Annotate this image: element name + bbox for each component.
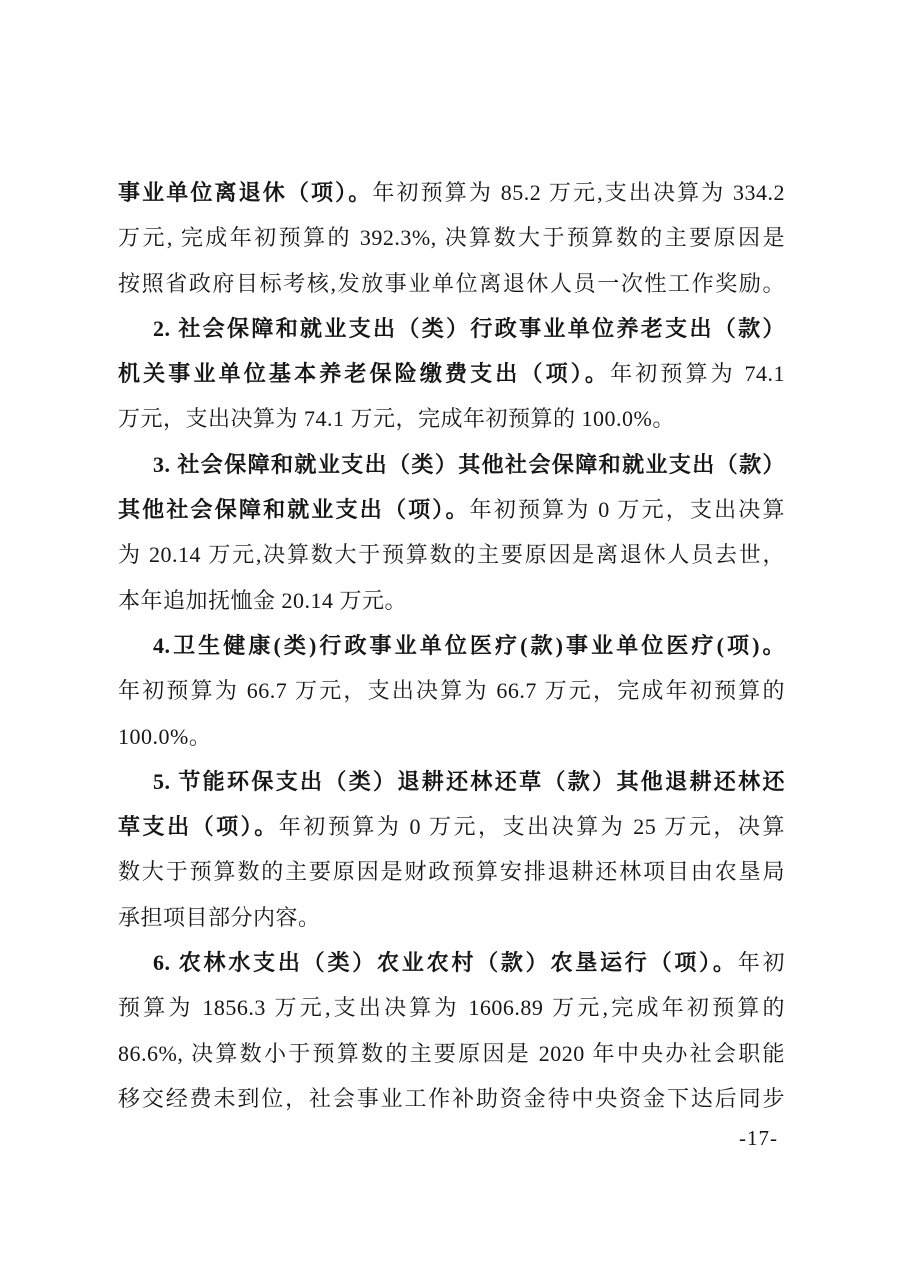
text-line bbox=[118, 985, 785, 1030]
text-line bbox=[118, 532, 785, 577]
paragraph-item-3 bbox=[118, 442, 785, 623]
text-line bbox=[118, 351, 785, 396]
paragraph-item-4 bbox=[118, 623, 785, 759]
text-line bbox=[118, 1031, 785, 1076]
paragraph-item-5 bbox=[118, 759, 785, 940]
text-line bbox=[118, 940, 785, 985]
paragraph-item-1-continued bbox=[118, 170, 785, 306]
text-line bbox=[118, 668, 785, 713]
text-line bbox=[118, 895, 785, 940]
paragraph-item-6 bbox=[118, 940, 785, 1121]
text-line bbox=[118, 1076, 785, 1121]
text-line bbox=[118, 215, 785, 260]
item-heading: 草支出（项）。 bbox=[118, 814, 279, 840]
line-text: 年初预算为 66.7 万元，支出决算为 66.7 万元，完成年初预算的 bbox=[118, 678, 785, 704]
text-line bbox=[118, 578, 785, 623]
item-heading: 3. 社会保障和就业支出（类）其他社会保障和就业支出（款） bbox=[153, 451, 785, 477]
text-line bbox=[118, 759, 785, 804]
text-line bbox=[118, 396, 785, 441]
line-text: 移交经费未到位，社会事业工作补助资金待中央资金下达后同步 bbox=[118, 1085, 785, 1111]
paragraph-item-2 bbox=[118, 306, 785, 442]
item-heading: 2. 社会保障和就业支出（类）行政事业单位养老支出（款） bbox=[153, 315, 785, 341]
text-line bbox=[118, 442, 785, 487]
line-text: 承担项目部分内容。 bbox=[118, 904, 321, 930]
line-text: 年初预算为 74.1 bbox=[610, 361, 785, 387]
text-line bbox=[118, 170, 785, 215]
line-text: 100.0%。 bbox=[118, 723, 212, 749]
line-text: 为 20.14 万元,决算数大于预算数的主要原因是离退休人员去世， bbox=[118, 542, 785, 568]
document-content bbox=[118, 170, 785, 1121]
line-text: 本年追加抚恤金 20.14 万元。 bbox=[118, 587, 408, 613]
text-line bbox=[118, 487, 785, 532]
line-text: 万元，支出决算为 74.1 万元，完成年初预算的 100.0%。 bbox=[118, 406, 675, 432]
line-text: 年初预算为 0 万元，支出决算为 25 万元，决算 bbox=[278, 814, 785, 840]
text-line bbox=[118, 714, 785, 759]
line-text: 年初预算为 85.2 万元,支出决算为 334.2 bbox=[372, 180, 785, 205]
line-text: 数大于预算数的主要原因是财政预算安排退耕还林项目由农垦局 bbox=[118, 859, 785, 885]
item-heading: 事业单位离退休（项）。 bbox=[118, 180, 373, 205]
line-text: 万元, 完成年初预算的 392.3%, 决算数大于预算数的主要原因是 bbox=[118, 225, 785, 251]
item-heading: 4.卫生健康(类)行政事业单位医疗(款)事业单位医疗(项)。 bbox=[153, 632, 785, 658]
text-line bbox=[118, 623, 785, 668]
line-text: 86.6%, 决算数小于预算数的主要原因是 2020 年中央办社会职能 bbox=[118, 1040, 785, 1066]
line-text: 预算为 1856.3 万元,支出决算为 1606.89 万元,完成年初预算的 bbox=[118, 995, 785, 1021]
item-heading: 5. 节能环保支出（类）退耕还林还草（款）其他退耕还林还 bbox=[153, 768, 785, 794]
text-line bbox=[118, 306, 785, 351]
text-line bbox=[118, 804, 785, 849]
text-line bbox=[118, 261, 785, 306]
item-heading: 机关事业单位基本养老保险缴费支出（项）。 bbox=[118, 361, 611, 387]
page-number: -17- bbox=[739, 1126, 778, 1150]
line-text: 年初 bbox=[737, 950, 785, 976]
item-heading: 6. 农林水支出（类）农业农村（款）农垦运行（项）。 bbox=[153, 950, 738, 976]
line-text: 年初预算为 0 万元，支出决算 bbox=[469, 497, 785, 523]
item-heading: 其他社会保障和就业支出（项）。 bbox=[118, 497, 470, 523]
text-line bbox=[118, 849, 785, 894]
line-text: 按照省政府目标考核,发放事业单位离退休人员一次性工作奖励。 bbox=[118, 270, 785, 296]
